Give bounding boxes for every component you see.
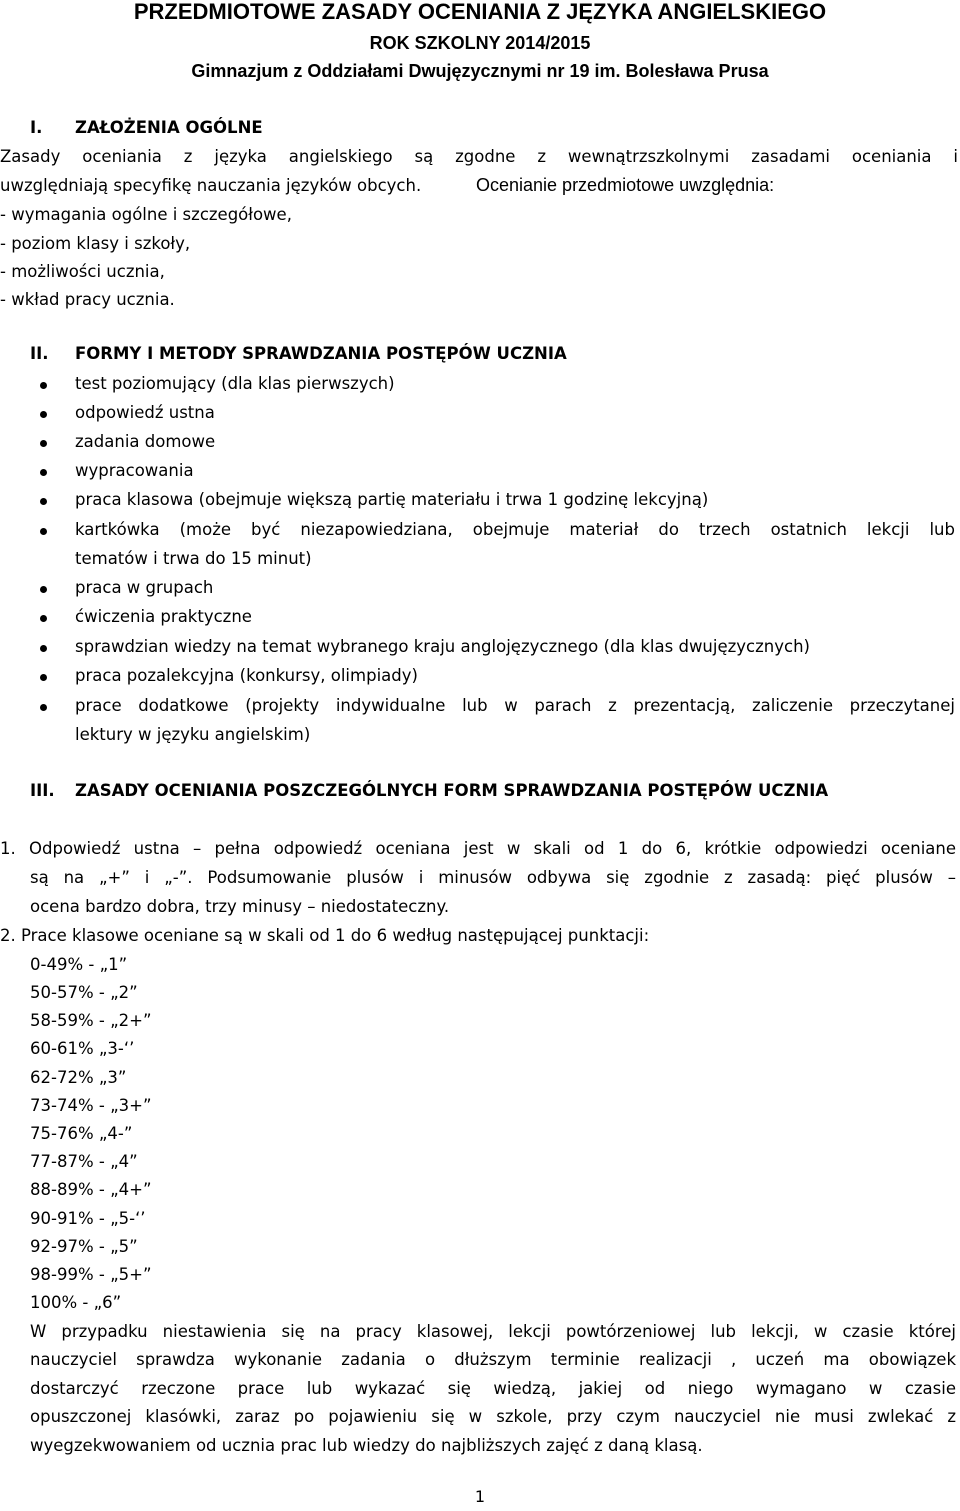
bullet (40, 704, 47, 711)
form-list-item: prace dodatkowe (projekty indywidualne lub w parach z prezentacją, zaliczenie przeczytanej (75, 696, 955, 715)
grade-scale-item: 90-91% - „5-‘’ (30, 1209, 146, 1228)
absence-rule-line: W przypadku niestawienia się na pracy klasowej, lekcji powtórzeniowej lub lekcji, w czasie której (30, 1322, 956, 1341)
form-list-item-continuation: tematów i trwa do 15 minut) (75, 549, 312, 568)
bullet (40, 615, 47, 622)
section-3-heading: ZASADY OCENIANIA POSZCZEGÓLNYCH FORM SPRAWDZANIA POSTĘPÓW UCZNIA (75, 781, 829, 800)
form-list-item: zadania domowe (75, 432, 216, 451)
grade-scale-item: 73-74% - „3+” (30, 1096, 152, 1115)
section-1-text-line: uwzględniają specyfikę nauczania języków obcych. (0, 176, 422, 195)
page-number: 1 (474, 1487, 486, 1506)
section-1-text-line: Ocenianie przedmiotowe uwzględnia: (476, 175, 775, 195)
grade-scale-item: 88-89% - „4+” (30, 1180, 152, 1199)
school-name: Gimnazjum z Oddziałami Dwujęzycznymi nr 19 im. Bolesława Prusa (191, 61, 769, 81)
rule-oral-line: ocena bardzo dobra, trzy minusy – niedostateczny. (30, 897, 450, 916)
grade-scale-item: 92-97% - „5” (30, 1237, 138, 1256)
rule-tests-intro: 2. Prace klasowe oceniane są w skali od 1 do 6 według następującej punktacji: (0, 926, 650, 945)
bullet (40, 411, 47, 418)
section-1-number: I. (30, 118, 43, 137)
grade-scale-item: 58-59% - „2+” (30, 1011, 152, 1030)
bullet (40, 528, 47, 535)
rule-oral-line: 1. Odpowiedź ustna – pełna odpowiedź oceniana jest w skali od 1 do 6, krótkie odpowiedzi oceniane (0, 839, 956, 858)
bullet (40, 469, 47, 476)
section-2-number: II. (30, 344, 49, 363)
absence-rule-line: wyegzekwowaniem od ucznia prac lub wiedzy do najbliższych zajęć z daną klasą. (30, 1436, 703, 1455)
bullet (40, 645, 47, 652)
form-list-item-continuation: lektury w języku angielskim) (75, 725, 311, 744)
grade-scale-item: 62-72% „3” (30, 1068, 127, 1087)
section-1-list-item: - możliwości ucznia, (0, 262, 165, 281)
grade-scale-item: 100% - „6” (30, 1293, 122, 1312)
section-1-list-item: - poziom klasy i szkoły, (0, 234, 191, 253)
bullet (40, 440, 47, 447)
form-list-item: kartkówka (może być niezapowiedziana, obejmuje materiał do trzech ostatnich lekcji lub (75, 520, 955, 539)
section-1-list-item: - wymagania ogólne i szczegółowe, (0, 205, 292, 224)
section-1-heading: ZAŁOŻENIA OGÓLNE (75, 118, 263, 137)
grade-scale-item: 60-61% „3-‘’ (30, 1039, 135, 1058)
bullet (40, 674, 47, 681)
form-list-item: praca w grupach (75, 578, 214, 597)
absence-rule-line: dostarczyć rzeczone prace lub wykazać się wiedzą, jakiej od niego wymagano w czasie (30, 1379, 956, 1398)
section-2-heading: FORMY I METODY SPRAWDZANIA POSTĘPÓW UCZNIA (75, 344, 567, 363)
section-1-text-line: Zasady oceniania z języka angielskiego są zgodne z wewnątrzszkolnymi zasadami oceniania i (0, 147, 958, 166)
grade-scale-item: 98-99% - „5+” (30, 1265, 152, 1284)
bullet (40, 498, 47, 505)
rule-oral-line: są na „+” i „-”. Podsumowanie plusów i minusów odbywa się zgodnie z zasadą: pięć plusów – (30, 868, 956, 887)
grade-scale-item: 75-76% „4-” (30, 1124, 133, 1143)
form-list-item: praca pozalekcyjna (konkursy, olimpiady) (75, 666, 418, 685)
bullet (40, 382, 47, 389)
grade-scale-item: 0-49% - „1” (30, 955, 128, 974)
form-list-item: wypracowania (75, 461, 194, 480)
form-list-item: praca klasowa (obejmuje większą partię materiału i trwa 1 godzinę lekcyjną) (75, 490, 709, 509)
bullet (40, 586, 47, 593)
absence-rule-line: opuszczonej klasówki, zaraz po pojawieniu się w szkole, przy czym nauczyciel nie musi zwlekać z (30, 1407, 956, 1426)
form-list-item: sprawdzian wiedzy na temat wybranego kraju anglojęzycznego (dla klas dwujęzycznych) (75, 637, 810, 656)
grade-scale-item: 50-57% - „2” (30, 983, 138, 1002)
form-list-item: ćwiczenia praktyczne (75, 607, 252, 626)
school-year: ROK SZKOLNY 2014/2015 (369, 33, 591, 53)
form-list-item: test poziomujący (dla klas pierwszych) (75, 374, 395, 393)
section-1-list-item: - wkład pracy ucznia. (0, 290, 175, 309)
section-3-number: III. (30, 781, 55, 800)
form-list-item: odpowiedź ustna (75, 403, 215, 422)
grade-scale-item: 77-87% - „4” (30, 1152, 138, 1171)
absence-rule-line: nauczyciel sprawdza wykonanie zadania o dłuższym terminie realizacji , uczeń ma obowiązek (30, 1350, 956, 1369)
document-title: PRZEDMIOTOWE ZASADY OCENIANIA Z JĘZYKA ANGIELSKIEGO (133, 0, 827, 24)
